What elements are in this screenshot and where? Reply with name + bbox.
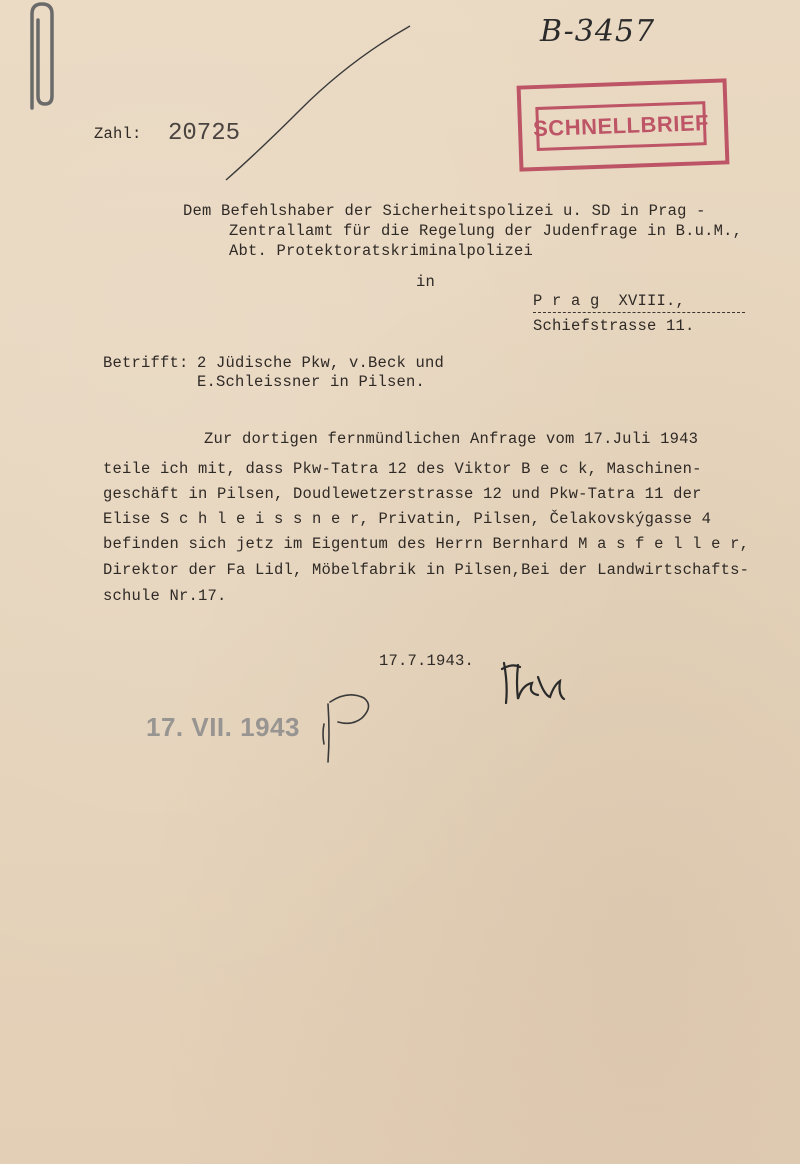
subject-label: Betrifft: bbox=[103, 354, 189, 372]
letter-date: 17.7.1943. bbox=[379, 652, 475, 670]
body-line-4: Elise S c h l e i s s n e r, Privatin, Pilsen, Čelakovskýgasse 4 bbox=[103, 510, 712, 528]
body-line-3: geschäft in Pilsen, Doudlewetzerstrasse 12 und Pkw-Tatra 11 der bbox=[103, 485, 702, 503]
subject-line-1: 2 Jüdische Pkw, v.Beck und bbox=[197, 354, 445, 372]
schnellbrief-stamp bbox=[517, 78, 730, 171]
received-date-stamp: 17. VII. 1943 bbox=[146, 712, 300, 742]
handwritten-paraph bbox=[318, 684, 388, 769]
body-line-6: Direktor der Fa Lidl, Möbelfabrik in Pilsen,Bei der Landwirtschafts- bbox=[103, 561, 750, 579]
recipient-city: P r a g XVIII., bbox=[533, 292, 686, 310]
recipient-line-3: Abt. Protektoratskriminalpolizei bbox=[229, 242, 534, 260]
paperclip-icon bbox=[18, 0, 68, 115]
signature-initials bbox=[498, 655, 568, 710]
pen-stroke bbox=[220, 20, 420, 190]
body-line-2: teile ich mit, dass Pkw-Tatra 12 des Viktor B e c k, Maschinen- bbox=[103, 460, 702, 478]
body-line-5: befinden sich jetz im Eigentum des Herrn Bernhard M a s f e l l e r, bbox=[103, 535, 750, 553]
body-line-1: Zur dortigen fernmündlichen Anfrage vom 17.Juli 1943 bbox=[204, 430, 699, 448]
stamp-text: SCHNELLBRIEF bbox=[535, 101, 706, 151]
recipient-line-1: Dem Befehlshaber der Sicherheitspolizei u. SD in Prag - bbox=[183, 202, 706, 220]
recipient-street: Schiefstrasse 11. bbox=[533, 317, 695, 335]
subject-line-2: E.Schleissner in Pilsen. bbox=[197, 373, 426, 391]
archive-number: B-3457 bbox=[540, 14, 656, 49]
city-underline bbox=[533, 312, 745, 313]
body-line-7: schule Nr.17. bbox=[103, 587, 227, 605]
recipient-in: in bbox=[416, 273, 436, 291]
zahl-label: Zahl: bbox=[94, 125, 142, 143]
recipient-line-2: Zentrallamt für die Regelung der Judenfrage in B.u.M., bbox=[229, 222, 743, 240]
zahl-value: 20725 bbox=[168, 120, 241, 147]
